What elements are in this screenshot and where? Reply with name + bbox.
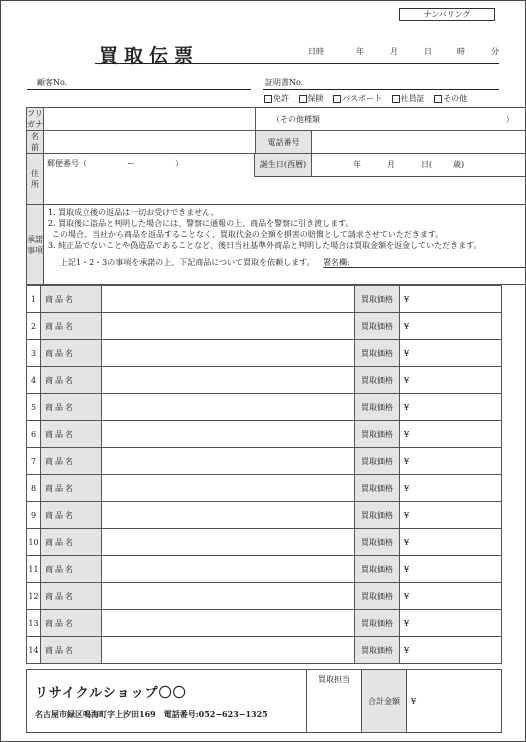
item-name-label: 商品名 xyxy=(41,421,102,448)
consent-text: 1. 買取成立後の返品は一切お受けできません。 2. 買取後に盗品と判明した場合には、警察に通報の上、商品を警察に引き渡します。 この場合、当社から商品を返品することなく、買取代金の全額を損害の賠償として請求させていただきます。 3. 純正品でないことや偽造品であることなど、後日当社基準外商品と判明した場合は買取金額を返金していただきます。 上記1・2・3の事項を承諾の上、下記商品について買取を依頼します。 署名欄: xyxy=(44,205,526,285)
datetime-label: 日時 xyxy=(308,47,324,56)
checkbox-square xyxy=(392,95,400,103)
signature-line[interactable]: 上記1・2・3の事項を承諾の上、下記商品について買取を依頼します。 署名欄: xyxy=(60,257,526,268)
checkbox-passport[interactable]: パスポート xyxy=(333,93,382,104)
row-number: 13 xyxy=(27,610,41,637)
price-field[interactable]: ¥ xyxy=(400,529,502,556)
table-row xyxy=(27,529,502,556)
item-name-label: 商品名 xyxy=(41,448,102,475)
checkbox-square xyxy=(333,95,341,103)
customer-no-label: 顧客No. xyxy=(37,78,68,87)
table-row xyxy=(27,313,502,340)
furigana-field[interactable] xyxy=(44,108,256,131)
birthday-label: 誕生日(西暦) xyxy=(254,154,312,177)
price-field[interactable]: ¥ xyxy=(400,583,502,610)
certificate-no-line xyxy=(263,89,499,90)
items-table xyxy=(26,285,502,664)
item-name-field[interactable] xyxy=(102,421,355,448)
item-name-label: 商品名 xyxy=(41,394,102,421)
id-type-checkboxes xyxy=(257,93,467,105)
item-name-field[interactable] xyxy=(102,637,355,664)
row-number: 5 xyxy=(27,394,41,421)
item-name-field[interactable] xyxy=(102,556,355,583)
row-number: 7 xyxy=(27,448,41,475)
postal-code-label: 郵便番号（ ー ） xyxy=(47,159,183,168)
row-number: 12 xyxy=(27,583,41,610)
price-field[interactable]: ¥ xyxy=(400,421,502,448)
row-number: 6 xyxy=(27,421,41,448)
table-row xyxy=(27,448,502,475)
price-field[interactable]: ¥ xyxy=(400,394,502,421)
row-number: 2 xyxy=(27,313,41,340)
table-row xyxy=(27,421,502,448)
item-name-field[interactable] xyxy=(102,529,355,556)
item-name-field[interactable] xyxy=(102,448,355,475)
table-row xyxy=(27,286,502,313)
item-name-label: 商品名 xyxy=(41,637,102,664)
checkbox-license[interactable]: 免許 xyxy=(264,93,289,104)
title-underline xyxy=(95,63,499,64)
furigana-label: フリガナ xyxy=(27,109,43,129)
price-field[interactable]: ¥ xyxy=(400,556,502,583)
row-number: 1 xyxy=(27,286,41,313)
price-label: 買取価格 xyxy=(355,394,400,421)
table-row xyxy=(27,637,502,664)
row-number: 10 xyxy=(27,529,41,556)
item-name-label: 商品名 xyxy=(41,583,102,610)
phone-field[interactable] xyxy=(312,131,526,154)
price-label: 買取価格 xyxy=(355,583,400,610)
row-number: 8 xyxy=(27,475,41,502)
footer-table xyxy=(26,669,502,733)
table-row xyxy=(27,340,502,367)
price-label: 買取価格 xyxy=(355,340,400,367)
item-name-label: 商品名 xyxy=(41,313,102,340)
checkbox-square xyxy=(264,95,272,103)
table-row xyxy=(27,394,502,421)
datetime-hour: 時 xyxy=(457,47,465,56)
price-label: 買取価格 xyxy=(355,421,400,448)
item-name-label: 商品名 xyxy=(41,286,102,313)
total-field[interactable]: ¥ xyxy=(407,670,502,733)
item-name-label: 商品名 xyxy=(41,340,102,367)
row-number: 9 xyxy=(27,502,41,529)
price-field[interactable]: ¥ xyxy=(400,502,502,529)
certificate-no-label: 証明書No. xyxy=(265,78,304,87)
consent-label: 承諾事項 xyxy=(27,205,44,285)
datetime-day: 日 xyxy=(424,47,432,56)
row-number: 14 xyxy=(27,637,41,664)
price-label: 買取価格 xyxy=(355,475,400,502)
table-row xyxy=(27,583,502,610)
item-name-label: 商品名 xyxy=(41,529,102,556)
numbering-box: ナンバリング xyxy=(399,8,495,21)
table-row xyxy=(27,556,502,583)
price-label: 買取価格 xyxy=(355,448,400,475)
row-number: 4 xyxy=(27,367,41,394)
customer-no-line xyxy=(27,89,251,90)
price-label: 買取価格 xyxy=(355,610,400,637)
page-title: 買取伝票 xyxy=(99,45,200,67)
table-row xyxy=(27,367,502,394)
phone-label: 電話番号 xyxy=(256,131,312,154)
item-name-field[interactable] xyxy=(102,610,355,637)
price-label: 買取価格 xyxy=(355,637,400,664)
staff-label: 買取担当 xyxy=(318,675,350,684)
price-label: 買取価格 xyxy=(355,286,400,313)
item-name-label: 商品名 xyxy=(41,502,102,529)
table-row xyxy=(27,502,502,529)
item-name-label: 商品名 xyxy=(41,556,102,583)
address-label: 住 所 xyxy=(27,154,44,205)
price-field[interactable]: ¥ xyxy=(400,475,502,502)
item-name-field[interactable] xyxy=(102,313,355,340)
item-name-field[interactable] xyxy=(102,367,355,394)
price-field[interactable]: ¥ xyxy=(400,637,502,664)
price-label: 買取価格 xyxy=(355,529,400,556)
address-field[interactable] xyxy=(44,154,526,205)
price-field[interactable]: ¥ xyxy=(400,367,502,394)
item-name-field[interactable] xyxy=(102,340,355,367)
datetime-month: 月 xyxy=(390,47,398,56)
price-label: 買取価格 xyxy=(355,367,400,394)
checkbox-other[interactable]: その他 xyxy=(434,93,467,104)
datetime-minute: 分 xyxy=(491,47,499,56)
total-label: 合計金額 xyxy=(362,670,407,733)
checkbox-square xyxy=(299,95,307,103)
item-name-field[interactable] xyxy=(102,286,355,313)
price-field[interactable]: ¥ xyxy=(400,286,502,313)
customer-info-table xyxy=(26,107,526,285)
table-row xyxy=(27,475,502,502)
price-field[interactable]: ¥ xyxy=(400,340,502,367)
checkbox-employee-id[interactable]: 社員証 xyxy=(392,93,425,104)
birthday-field[interactable]: 年 月 日( 歳) xyxy=(311,154,526,177)
price-field[interactable]: ¥ xyxy=(400,448,502,475)
checkbox-square xyxy=(434,95,442,103)
row-number: 3 xyxy=(27,340,41,367)
table-row xyxy=(27,610,502,637)
name-label: 名 前 xyxy=(27,131,44,154)
item-name-label: 商品名 xyxy=(41,367,102,394)
price-field[interactable]: ¥ xyxy=(400,610,502,637)
item-name-label: 商品名 xyxy=(41,610,102,637)
shop-address: 名古屋市緑区鳴海町字上汐田169 電話番号:052−623−1325 xyxy=(35,709,268,719)
price-label: 買取価格 xyxy=(355,556,400,583)
shop-name: リサイクルショップ〇〇 xyxy=(35,686,187,701)
shop-info xyxy=(27,670,307,733)
row-number: 11 xyxy=(27,556,41,583)
price-label: 買取価格 xyxy=(355,313,400,340)
item-name-label: 商品名 xyxy=(41,475,102,502)
datetime-year: 年 xyxy=(356,47,364,56)
item-name-field[interactable] xyxy=(102,475,355,502)
item-name-field[interactable] xyxy=(102,502,355,529)
price-label: 買取価格 xyxy=(355,502,400,529)
name-field[interactable] xyxy=(44,131,256,154)
item-name-field[interactable] xyxy=(102,394,355,421)
item-name-field[interactable] xyxy=(102,583,355,610)
other-type-field[interactable]: （その他種類 ） xyxy=(256,108,526,131)
staff-field[interactable] xyxy=(307,670,362,733)
checkbox-insurance[interactable]: 保険 xyxy=(299,93,324,104)
price-field[interactable]: ¥ xyxy=(400,313,502,340)
